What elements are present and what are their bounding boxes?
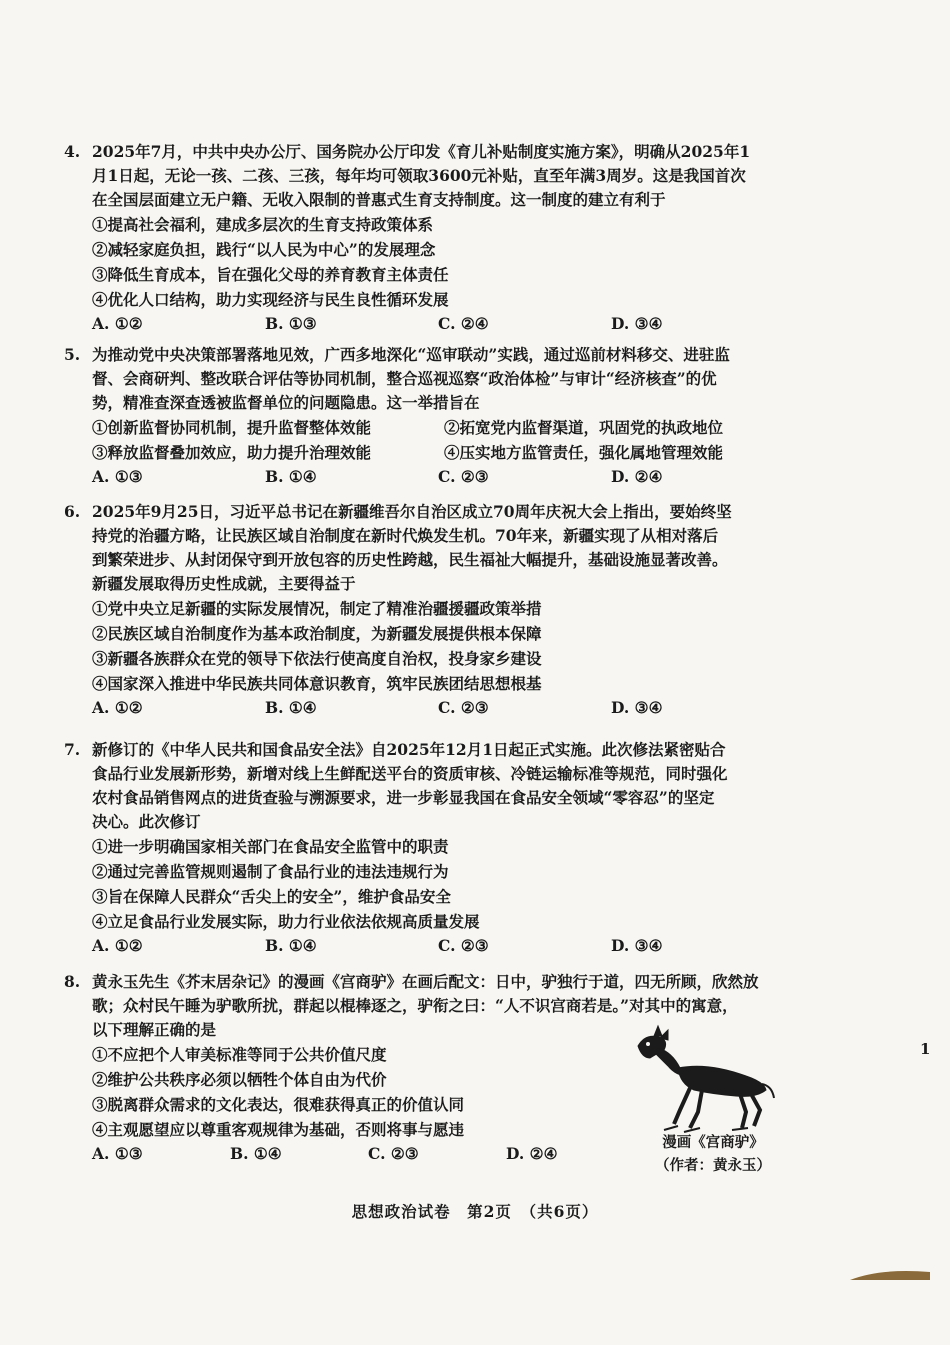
statement-list: [64, 834, 804, 934]
statement: ②民族区域自治制度作为基本政治制度，为新疆发展提供根本保障: [92, 624, 542, 643]
stem-line: 决心。此次修订: [92, 812, 201, 831]
statement: ③新疆各族群众在党的领导下依法行使高度自治权，投身家乡建设: [92, 649, 542, 668]
choice-d[interactable]: D. ②④: [506, 1144, 558, 1163]
question-5: [64, 343, 804, 489]
choice-d[interactable]: D. ②④: [611, 467, 663, 486]
stem-line: 持党的治疆方略，让民族区域自治制度在新时代焕发生机。70年来，新疆实现了从相对落后: [92, 526, 719, 545]
stem-line: 黄永玉先生《芥末居杂记》的漫画《宫商驴》在画后配文：日中，驴独行于道，四无所顾，欣然放: [92, 972, 759, 991]
statement-list: [64, 596, 804, 696]
answer-choices: [64, 934, 804, 958]
stem-line: 2025年9月25日，习近平总书记在新疆维吾尔自治区成立70周年庆祝大会上指出，要始终坚: [92, 502, 732, 521]
choice-c[interactable]: C. ②③: [368, 1144, 419, 1163]
statement: ③降低生育成本，旨在强化父母的养育教育主体责任: [92, 265, 449, 284]
choice-b[interactable]: B. ①④: [265, 698, 317, 717]
stem-line: 以下理解正确的是: [92, 1020, 217, 1039]
question-number: 6.: [64, 502, 81, 521]
choice-c[interactable]: C. ②③: [438, 467, 489, 486]
answer-choices: [64, 312, 804, 336]
statement: ②维护公共秩序必须以牺牲个体自由为代价: [92, 1070, 387, 1089]
margin-number: 1: [920, 1040, 931, 1058]
choice-c[interactable]: C. ②③: [438, 936, 489, 955]
statement: ①不应把个人审美标准等同于公共价值尺度: [92, 1045, 387, 1064]
choice-a[interactable]: A. ①③: [92, 467, 143, 486]
stem-line: 在全国层面建立无户籍、无收入限制的普惠式生育支持制度。这一制度的建立有利于: [92, 190, 666, 209]
statement: ②拓宽党内监督渠道，巩固党的执政地位: [444, 418, 724, 437]
cartoon-title: 漫画《宫商驴》: [662, 1134, 764, 1151]
stem-line: 新修订的《中华人民共和国食品安全法》自2025年12月1日起正式实施。此次修法紧密贴合: [92, 740, 726, 759]
answer-choices: [64, 696, 804, 720]
choice-b[interactable]: B. ①④: [230, 1144, 282, 1163]
stem-line: 食品行业发展新形势，新增对线上生鲜配送平台的资质审核、冷链运输标准等规范，同时强化: [92, 764, 728, 783]
answer-choices: [64, 465, 804, 489]
statement: ④优化人口结构，助力实现经济与民生良性循环发展: [92, 290, 449, 309]
question-number: 8.: [64, 972, 81, 991]
statement: ③释放监督叠加效应，助力提升治理效能: [92, 443, 372, 462]
question-stem: [64, 140, 804, 212]
choice-d[interactable]: D. ③④: [611, 314, 663, 333]
choice-b[interactable]: B. ①④: [265, 936, 317, 955]
question-stem: [64, 343, 804, 415]
question-number: 7.: [64, 740, 81, 759]
cartoon-caption: [648, 1131, 778, 1177]
donkey-cartoon-image: [628, 1024, 778, 1134]
statement: ①创新监督协同机制，提升监督整体效能: [92, 418, 372, 437]
statement: ①党中央立足新疆的实际发展情况，制定了精准治疆援疆政策举措: [92, 599, 542, 618]
question-4: [64, 140, 804, 336]
question-number: 5.: [64, 345, 81, 364]
question-6: [64, 500, 804, 720]
choice-b[interactable]: B. ①③: [265, 314, 317, 333]
stem-line: 到繁荣进步、从封闭保守到开放包容的历史性跨越，民生福祉大幅提升，基础设施显著改善。: [92, 550, 728, 569]
stem-line: 2025年7月，中共中央办公厅、国务院办公厅印发《育儿补贴制度实施方案》，明确从2025年1: [92, 142, 751, 161]
choice-a[interactable]: A. ①③: [92, 1144, 143, 1163]
statement: ③旨在保障人民群众“舌尖上的安全”，维护食品安全: [92, 887, 451, 906]
statement: ④主观愿望应以尊重客观规律为基础，否则将事与愿违: [92, 1120, 465, 1139]
statement: ①提高社会福利，建成多层次的生育支持政策体系: [92, 215, 434, 234]
statement-row: [64, 440, 804, 465]
choice-c[interactable]: C. ②③: [438, 698, 489, 717]
statement: ④国家深入推进中华民族共同体意识教育，筑牢民族团结思想根基: [92, 674, 542, 693]
statement: ④立足食品行业发展实际，助力行业依法依规高质量发展: [92, 912, 480, 931]
scan-corner-shadow: [850, 1268, 930, 1280]
stem-line: 为推动党中央决策部署落地见效，广西多地深化“巡审联动”实践，通过巡前材料移交、进驻监: [92, 345, 730, 364]
stem-line: 歌；众村民午睡为驴歌所扰，群起以棍棒逐之，驴衔之曰：“人不识宫商若是。”对其中的寓意，: [92, 996, 738, 1015]
stem-line: 势，精准查深查透被监督单位的问题隐患。这一举措旨在: [92, 393, 480, 412]
stem-line: 新疆发展取得历史性成就，主要得益于: [92, 574, 356, 593]
statement-list: [64, 212, 804, 312]
statement: ①进一步明确国家相关部门在食品安全监管中的职责: [92, 837, 449, 856]
choice-a[interactable]: A. ①②: [92, 314, 143, 333]
stem-line: 督、会商研判、整改联合评估等协同机制，整合巡视巡察“政治体检”与审计“经济核查”的优: [92, 369, 717, 388]
choice-a[interactable]: A. ①②: [92, 698, 143, 717]
choice-d[interactable]: D. ③④: [611, 936, 663, 955]
statement: ②通过完善监管规则遏制了食品行业的违法违规行为: [92, 862, 449, 881]
choice-b[interactable]: B. ①④: [265, 467, 317, 486]
statement: ④压实地方监管责任，强化属地管理效能: [444, 443, 724, 462]
stem-line: 月1日起，无论一孩、二孩、三孩，每年均可领取3600元补贴，直至年满3周岁。这是我国首次: [92, 166, 746, 185]
statement-row: [64, 415, 804, 440]
question-stem: [64, 738, 804, 834]
page-footer: 思想政治试卷 第2页 （共6页）: [351, 1202, 599, 1221]
choice-c[interactable]: C. ②④: [438, 314, 489, 333]
stem-line: 农村食品销售网点的进货查验与溯源要求，进一步彰显我国在食品安全领域“零容忍”的坚定: [92, 788, 715, 807]
question-number: 4.: [64, 142, 81, 161]
cartoon-author: （作者：黄永玉）: [655, 1157, 771, 1174]
choice-a[interactable]: A. ①②: [92, 936, 143, 955]
statement: ③脱离群众需求的文化表达，很难获得真正的价值认同: [92, 1095, 465, 1114]
question-7: [64, 738, 804, 958]
statement: ②减轻家庭负担，践行“以人民为中心”的发展理念: [92, 240, 436, 259]
choice-d[interactable]: D. ③④: [611, 698, 663, 717]
question-stem: [64, 500, 804, 596]
